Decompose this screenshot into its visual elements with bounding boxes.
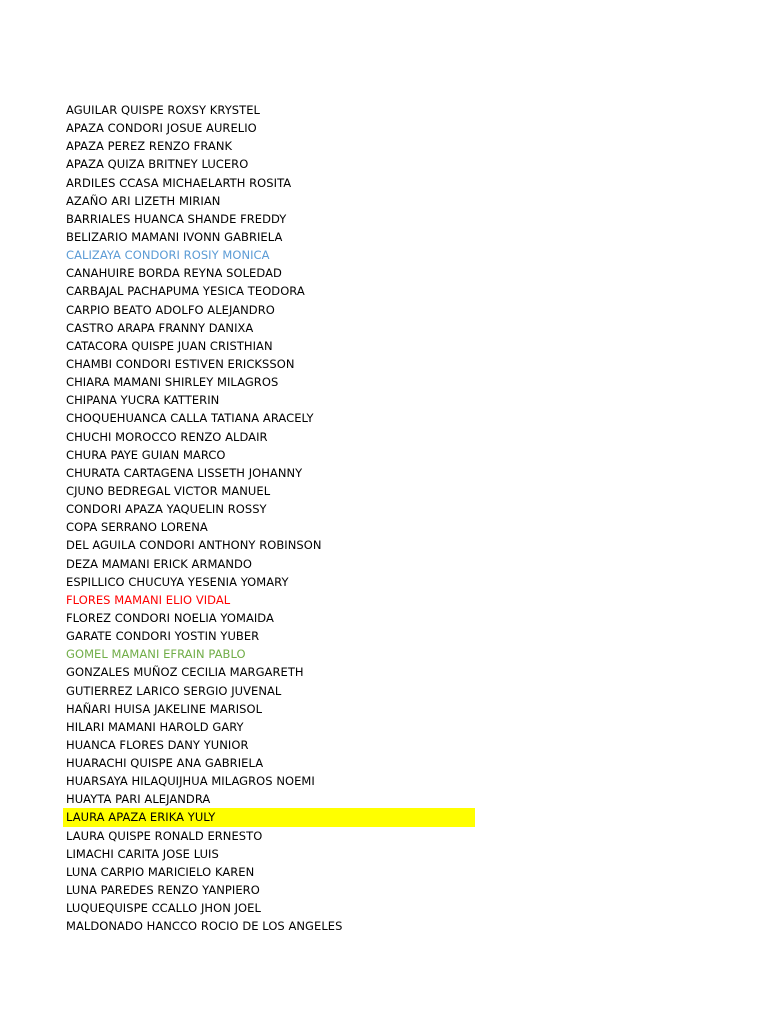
list-item: LUNA PAREDES RENZO YANPIERO	[66, 883, 260, 898]
list-item: HUANCA FLORES DANY YUNIOR	[66, 737, 249, 752]
list-item: LUNA CARPIO MARICIELO KAREN	[66, 864, 255, 879]
list-item: LAURA QUISPE RONALD ERNESTO	[66, 828, 263, 843]
list-item: HUAYTA PARI ALEJANDRA	[66, 792, 211, 807]
list-item: MALDONADO HANCCO ROCIO DE LOS ANGELES	[66, 919, 343, 934]
list-item: CATACORA QUISPE JUAN CRISTHIAN	[66, 338, 273, 353]
list-item: CHURATA CARTAGENA LISSETH JOHANNY	[66, 465, 303, 480]
list-item: CARBAJAL PACHAPUMA YESICA TEODORA	[66, 284, 305, 299]
list-item: HUARACHI QUISPE ANA GABRIELA	[66, 756, 264, 771]
list-item: CONDORI APAZA YAQUELIN ROSSY	[66, 502, 267, 517]
list-item: FLORES MAMANI ELIO VIDAL	[66, 592, 231, 607]
list-item: CHURA PAYE GUIAN MARCO	[66, 447, 226, 462]
name-list	[63, 101, 475, 935]
list-item: CALIZAYA CONDORI ROSIY MONICA	[66, 248, 270, 263]
list-item: DEZA MAMANI ERICK ARMANDO	[66, 556, 253, 571]
list-item: HAÑARI HUISA JAKELINE MARISOL	[66, 701, 263, 716]
list-item: FLOREZ CONDORI NOELIA YOMAIDA	[66, 610, 274, 625]
list-item: GONZALES MUÑOZ CECILIA MARGARETH	[66, 665, 304, 680]
list-item: HILARI MAMANI HAROLD GARY	[66, 719, 244, 734]
list-item: BARRIALES HUANCA SHANDE FREDDY	[66, 211, 287, 226]
list-item: AGUILAR QUISPE ROXSY KRYSTEL	[66, 103, 260, 117]
list-item: LUQUEQUISPE CCALLO JHON JOEL	[66, 901, 261, 916]
list-item: COPA SERRANO LORENA	[66, 520, 208, 535]
list-item: CHIARA MAMANI SHIRLEY MILAGROS	[66, 375, 279, 390]
list-item: HUARSAYA HILAQUIJHUA MILAGROS NOEMI	[66, 774, 315, 789]
list-item: CARPIO BEATO ADOLFO ALEJANDRO	[66, 302, 275, 317]
list-item: CJUNO BEDREGAL VICTOR MANUEL	[66, 483, 271, 498]
list-item: CHUCHI MOROCCO RENZO ALDAIR	[66, 429, 268, 444]
list-item: GARATE CONDORI YOSTIN YUBER	[66, 629, 260, 644]
list-item: LIMACHI CARITA JOSE LUIS	[66, 846, 219, 861]
list-item: GOMEL MAMANI EFRAIN PABLO	[66, 647, 246, 662]
list-item: BELIZARIO MAMANI IVONN GABRIELA	[66, 229, 283, 244]
list-item: AZAÑO ARI LIZETH MIRIAN	[66, 193, 221, 208]
list-item: APAZA CONDORI JOSUE AURELIO	[66, 121, 257, 136]
list-item: LAURA APAZA ERIKA YULY	[63, 808, 475, 826]
list-item: CHOQUEHUANCA CALLA TATIANA ARACELY	[66, 411, 314, 426]
list-item: CHIPANA YUCRA KATTERIN	[66, 393, 220, 408]
list-item: ARDILES CCASA MICHAELARTH ROSITA	[66, 175, 292, 190]
list-item: ESPILLICO CHUCUYA YESENIA YOMARY	[66, 574, 289, 589]
list-item: CASTRO ARAPA FRANNY DANIXA	[66, 320, 254, 335]
list-item: CHAMBI CONDORI ESTIVEN ERICKSSON	[66, 356, 295, 371]
list-item: CANAHUIRE BORDA REYNA SOLEDAD	[66, 266, 282, 281]
list-item: DEL AGUILA CONDORI ANTHONY ROBINSON	[66, 538, 322, 553]
list-item: APAZA QUIZA BRITNEY LUCERO	[66, 157, 249, 172]
list-item: APAZA PEREZ RENZO FRANK	[66, 139, 233, 154]
list-item: GUTIERREZ LARICO SERGIO JUVENAL	[66, 683, 282, 698]
